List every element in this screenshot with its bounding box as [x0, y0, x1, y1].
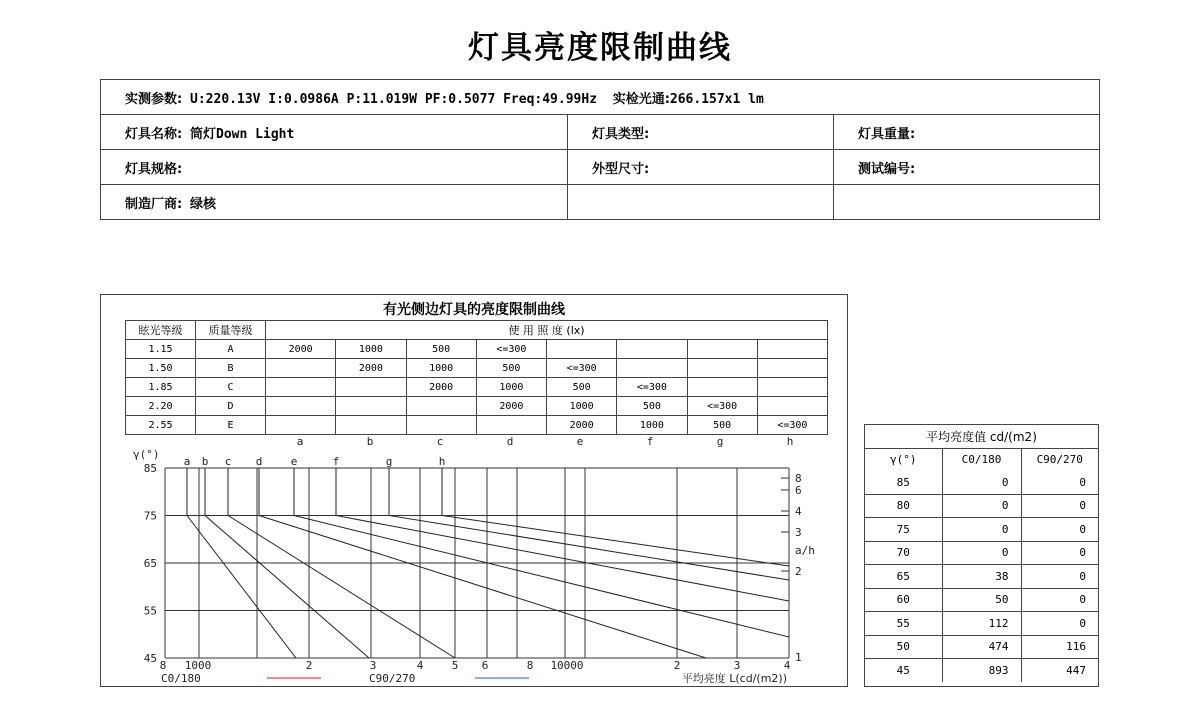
empty-cell [834, 185, 1100, 220]
illuminance-cell: 1000 [547, 397, 617, 416]
illuminance-cell: 2000 [266, 340, 336, 359]
x-tick-label: 4 [783, 659, 791, 672]
c90-value: 447 [1021, 659, 1098, 682]
average-row [865, 494, 1098, 518]
measured-params-cell [101, 80, 1100, 115]
illuminance-cell: <=300 [757, 416, 827, 435]
right-axis-label: 2 [795, 565, 802, 578]
measured-params-value: U:220.13V I:0.0986A P:11.019W PF:0.5077 Freq:49.99Hz [190, 91, 598, 107]
column-letter: b [366, 435, 374, 448]
curve-letter: f [332, 455, 340, 468]
right-axis-label: 4 [795, 505, 802, 518]
x-tick-label: 10000 [550, 659, 584, 672]
empty-cell [568, 185, 834, 220]
y-tick-label: 85 [143, 462, 157, 475]
gamma-value: 80 [865, 494, 942, 518]
limit-curve-e [294, 468, 789, 637]
x-tick-label: 4 [416, 659, 424, 672]
luminance-limit-panel [100, 294, 848, 687]
quality-value: B [196, 359, 266, 378]
quality-value: C [196, 378, 266, 397]
glare-value: 2.55 [126, 416, 196, 435]
c90-value: 0 [1021, 612, 1098, 636]
illuminance-cell: <=300 [617, 378, 687, 397]
illuminance-cell: 500 [476, 359, 546, 378]
column-letter: g [716, 435, 724, 448]
panel-title: 有光侧边灯具的亮度限制曲线 [383, 302, 565, 318]
measured-params-label: 实测参数: [125, 91, 183, 107]
fixture-type-cell [568, 115, 834, 150]
illuminance-cell: 2000 [336, 359, 406, 378]
x-tick-label: 3 [733, 659, 741, 672]
average-row [865, 635, 1098, 659]
glare-value: 1.85 [126, 378, 196, 397]
flux-value: 266.157x1 lm [669, 91, 764, 107]
page-title: 灯具亮度限制曲线 [468, 30, 732, 66]
column-letter: e [576, 435, 584, 448]
glare-value: 1.50 [126, 359, 196, 378]
right-axis-label: 3 [795, 526, 802, 539]
quality-value: A [196, 340, 266, 359]
quality-header: 质量等级 [196, 321, 266, 340]
c90-column-header: C90/270 [1021, 448, 1098, 471]
x-tick-label: 8 [526, 659, 534, 672]
column-letter: h [786, 435, 794, 448]
curve-letter: d [255, 455, 263, 468]
illuminance-cell: 500 [547, 378, 617, 397]
c90-value: 0 [1021, 541, 1098, 565]
right-axis-label: a/h [795, 544, 815, 557]
curve-letter: e [290, 455, 298, 468]
c0-value: 112 [942, 612, 1021, 636]
manufacturer-label: 制造厂商: [125, 196, 183, 212]
quality-value: D [196, 397, 266, 416]
illuminance-cell: 2000 [406, 378, 476, 397]
fixture-info-table [100, 79, 1100, 220]
curve-letter: h [438, 455, 446, 468]
illuminance-cell: 1000 [336, 340, 406, 359]
illuminance-cell: 2000 [547, 416, 617, 435]
average-row [865, 588, 1098, 612]
x-tick-label: 6 [481, 659, 489, 672]
illuminance-cell: 1000 [406, 359, 476, 378]
fixture-weight-cell [834, 115, 1100, 150]
legend-label-c0: C0/180 [161, 672, 201, 685]
quality-value: E [196, 416, 266, 435]
fixture-name-value: 筒灯Down Light [190, 126, 295, 142]
right-axis-label: 1 [795, 651, 802, 664]
illuminance-cell: 500 [617, 397, 687, 416]
manufacturer-value: 绿核 [190, 196, 217, 212]
c90-value: 0 [1021, 494, 1098, 518]
illuminance-header: 使 用 照 度 (lx) [266, 321, 828, 340]
fixture-size-label: 外型尺寸: [592, 161, 650, 177]
curve-letter: g [385, 455, 393, 468]
curve-letter: c [224, 455, 232, 468]
curve-letter: b [201, 455, 209, 468]
average-row [865, 518, 1098, 542]
fixture-size-cell [568, 150, 834, 185]
fixture-type-label: 灯具类型: [592, 126, 650, 142]
illuminance-cell: <=300 [476, 340, 546, 359]
average-row [865, 541, 1098, 565]
test-code-label: 测试编号: [858, 161, 916, 177]
c0-value: 0 [942, 518, 1021, 542]
illuminance-cell: 2000 [476, 397, 546, 416]
gamma-value: 65 [865, 565, 942, 589]
gamma-value: 75 [865, 518, 942, 542]
c0-value: 893 [942, 659, 1021, 682]
average-row [865, 612, 1098, 636]
fixture-weight-label: 灯具重量: [858, 126, 916, 142]
glare-header: 眩光等级 [126, 321, 196, 340]
x-tick-label: 8 [159, 659, 167, 672]
c90-value: 0 [1021, 588, 1098, 612]
glare-value: 2.20 [126, 397, 196, 416]
y-tick-label: 75 [143, 509, 157, 523]
x-axis-label: 平均亮度 L(cd/(m2)) [681, 672, 787, 685]
c90-value: 0 [1021, 565, 1098, 589]
illuminance-cell: 500 [687, 416, 757, 435]
luminance-limit-chart [101, 295, 849, 688]
average-row [865, 565, 1098, 589]
illuminance-cell: 1000 [476, 378, 546, 397]
x-tick-label: 2 [673, 659, 681, 672]
illuminance-cell: <=300 [687, 397, 757, 416]
column-letter: c [436, 435, 444, 448]
y-tick-label: 45 [143, 652, 157, 665]
average-row [865, 659, 1098, 682]
c90-value: 0 [1021, 471, 1098, 494]
gamma-value: 55 [865, 612, 942, 636]
fixture-name-label: 灯具名称: [125, 126, 183, 142]
c0-value: 0 [942, 471, 1021, 494]
c90-value: 116 [1021, 635, 1098, 659]
test-code-cell [834, 150, 1100, 185]
column-letter: a [296, 435, 304, 448]
gamma-column-header: γ(°) [865, 448, 942, 471]
fixture-spec-cell [101, 150, 568, 185]
c0-value: 474 [942, 635, 1021, 659]
c0-value: 0 [942, 494, 1021, 518]
average-luminance-table [865, 425, 1098, 682]
x-tick-label: 2 [305, 659, 313, 672]
gamma-value: 45 [865, 659, 942, 682]
glare-value: 1.15 [126, 340, 196, 359]
gamma-value: 85 [865, 471, 942, 494]
flux-label: 实检光通: [612, 91, 670, 107]
c0-column-header: C0/180 [942, 448, 1021, 471]
average-row [865, 471, 1098, 494]
legend-label-c90: C90/270 [369, 672, 416, 685]
c0-value: 0 [942, 541, 1021, 565]
gamma-value: 60 [865, 588, 942, 612]
illuminance-cell: <=300 [547, 359, 617, 378]
average-luminance-panel [864, 424, 1099, 687]
manufacturer-cell [101, 185, 568, 220]
y-axis-label: γ(°) [133, 448, 160, 461]
average-luminance-caption: 平均亮度值 cd/(m2) [865, 425, 1098, 448]
fixture-spec-label: 灯具规格: [125, 161, 183, 177]
c0-value: 38 [942, 565, 1021, 589]
y-tick-label: 55 [143, 604, 157, 618]
c90-value: 0 [1021, 518, 1098, 542]
right-axis-label: 6 [795, 484, 802, 497]
x-tick-label: 1000 [184, 659, 212, 672]
column-letter: f [646, 435, 654, 448]
y-tick-label: 65 [143, 557, 157, 570]
right-axis-label: 8 [795, 472, 802, 485]
illuminance-cell: 500 [406, 340, 476, 359]
x-tick-label: 3 [369, 659, 377, 672]
curve-letter: a [183, 455, 191, 468]
gamma-value: 50 [865, 635, 942, 659]
x-tick-label: 5 [451, 659, 459, 672]
column-letter: d [506, 435, 514, 448]
fixture-name-cell [101, 115, 568, 150]
c0-value: 50 [942, 588, 1021, 612]
gamma-value: 70 [865, 541, 942, 565]
illuminance-cell: 1000 [617, 416, 687, 435]
